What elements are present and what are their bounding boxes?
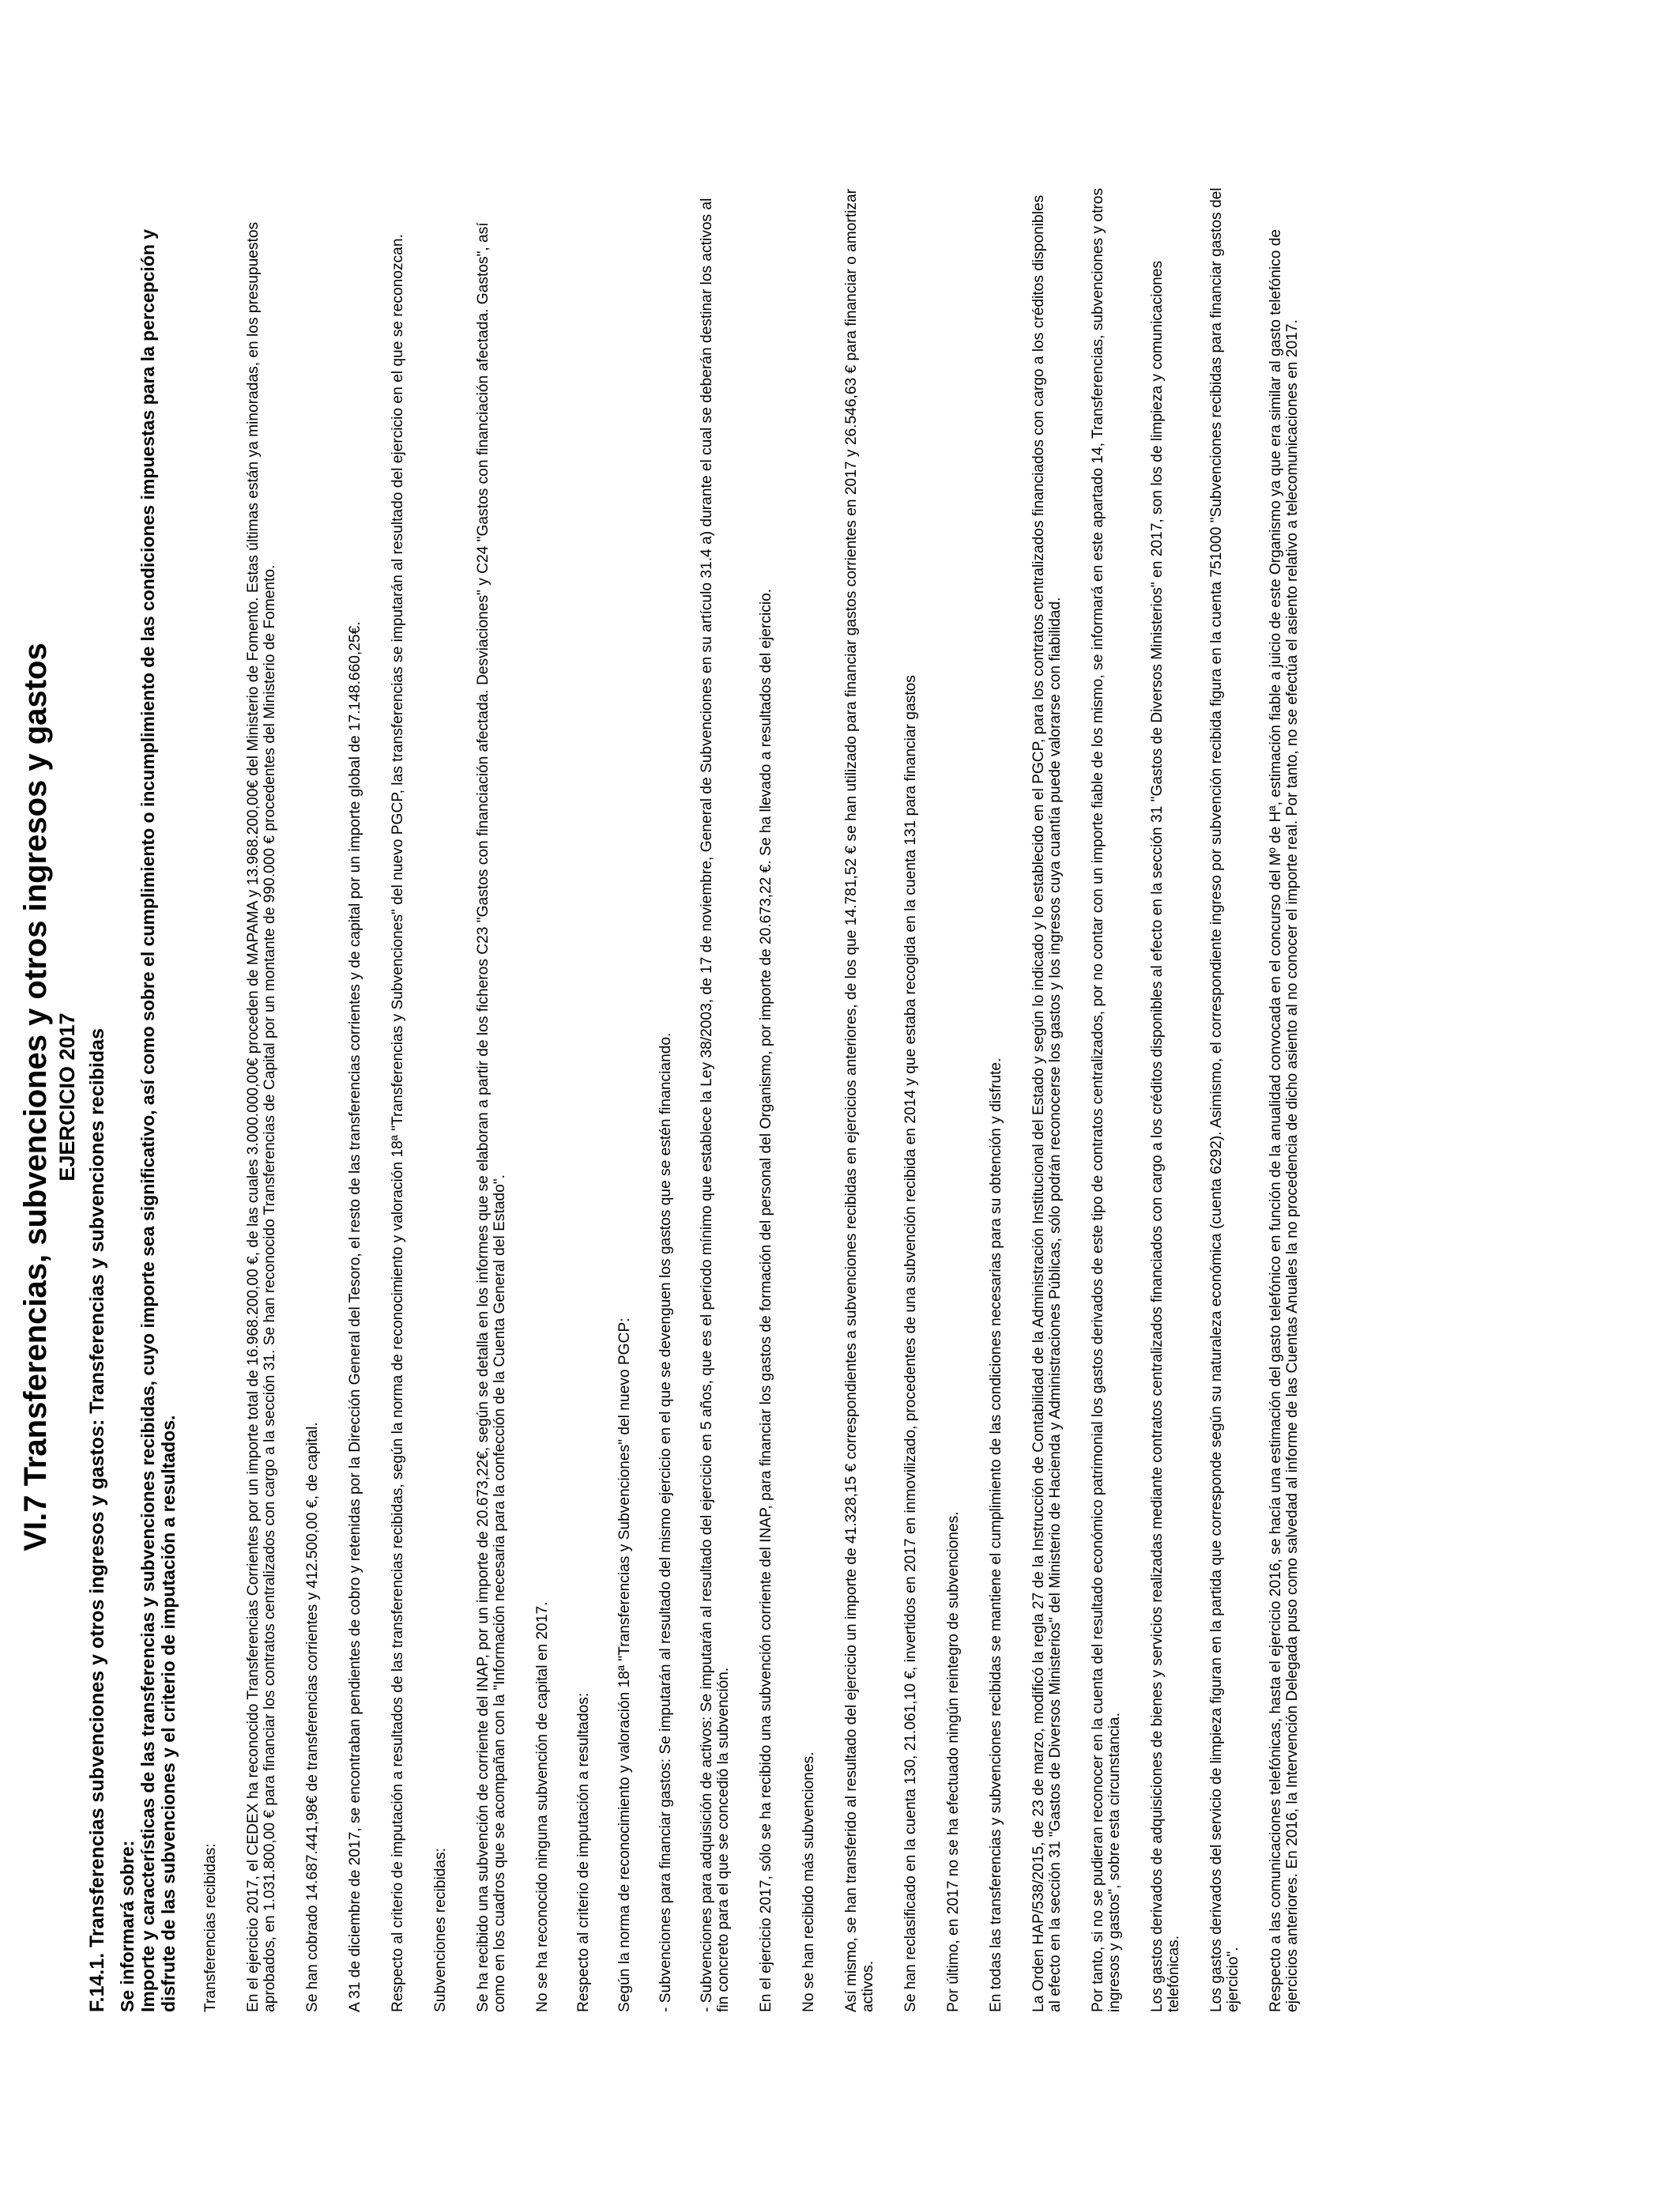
- paragraph-no-mas-subvenciones: No se han recibido más subvenciones.: [800, 1751, 817, 2012]
- paragraph-gastos-centralizados: Los gastos derivados de adquisiciones de bienes y servicios realizadas mediante contratos centralizados financiados con cargo a los créditos disponibles al efecto en la sección 31 "Gastos de Diversos Ministerios" en 2017, son los de limpieza y comunicaciones telefónicas.: [1149, 260, 1182, 2012]
- paragraph-no-capital: No se ha reconocido ninguna subvención de capital en 2017.: [534, 1601, 551, 2012]
- paragraph-subvenciones-gastos: - Subvenciones para financiar gastos: Se imputarán al resultado del mismo ejercicio en el que se devenguen los gastos que se estén financiando.: [657, 1032, 674, 2012]
- paragraph-subvencion-inap: Se ha recibido una subvención de corriente del INAP, por un importe de 20.673,22€, según se detalla en los informes que se elaboran a partir de los ficheros C23 "Gastos con financiación afectada. Desviaciones" y C24 "Gastos con financiación afectada. Gastos", así como en los cuadros que se acompañan con la "Información necesaria para la confección de la Cuenta General del Estado".: [475, 222, 508, 2012]
- paragraph-subvenciones-activos: - Subvenciones para adquisición de activos: Se imputarán al resultado del ejercicio en 5 años, que es el periodo mínimo que establece la Ley 38/2003, de 17 de noviembre, General de Subvenciones en su artículo 31.4 a) durante el cual se deberán destinar los activos al fin concreto para el que se concedió la subvención.: [699, 198, 732, 2012]
- paragraph-norma-18: Según la norma de reconocimiento y valoración 18ª "Transferencias y Subvenciones" del nuevo PGCP:: [616, 1318, 633, 2012]
- paragraph-ejercicio-2017-inap: En el ejercicio 2017, sólo se ha recibido una subvención corriente del INAP, para financiar los gastos de formación del personal del Organismo, por importe de 20.673,22 €. Se ha llevado a resultados del ejercicio.: [758, 588, 774, 2012]
- paragraph-por-tanto: Por tanto, si no se pudieran reconocer en la cuenta del resultado económico patrimonial los gastos derivados de este tipo de contratos centralizados, por no contar con un importe fiable de los mismo, se informará en este apartado 14, Transferencias, subvenciones y otros ingresos y gastos", sobre esta circunstancia.: [1090, 187, 1123, 2012]
- paragraph-transferido-resultado: Así mismo, se han transferido al resultado del ejercicio un importe de 41.328,15 € correspondientes a subvenciones recibidas en ejercicios anteriores, de los que 14.781,52 € se han utilizado para financiar gastos corrientes en 2017 y 26.546,63 € para financiar o amortizar activos.: [843, 188, 876, 2012]
- inform-text: Importe y características de las transferencias y subvenciones recibidas, cuyo importe sea significativo, así como sobre el cumplimiento o incumplimiento de las condiciones impuestas para la percepción y disfrute de las subvenciones y el criterio de imputación a resultados.: [137, 228, 179, 2012]
- paragraph-orden-hap: La Orden HAP/538/2015, de 23 de marzo, modificó la regla 27 de la Instrucción de Contabilidad de la Administración Institucional del Estado y según lo indicado y lo establecido en el PGCP, para los contratos centralizados financiados con cargo a los créditos disponibles al efecto en la sección 31 "Gastos de Diversos Ministerios" del Ministerio de Hacienda y Administraciones Públicas, sólo podrán reconocerse los gastos y los ingresos cuya cuantía puede valorarse con fiabilidad.: [1030, 194, 1064, 2012]
- paragraph-reclasificado: Se han reclasificado en la cuenta 130, 21.061,10 €, invertidos en 2017 en inmovilizado, procedentes de una subvención recibida en 2014 y que estaba recogida en la cuenta 131 para financiar gastos: [902, 675, 919, 2012]
- paragraph-cobrado: Se han cobrado 14.687.441,98€ de transferencias corrientes y 412.500,00 €, de capital.: [304, 1422, 321, 2012]
- paragraph-cumplimiento: En todas las transferencias y subvenciones recibidas se mantiene el cumplimiento de las condiciones necesarias para su obtención y disfrute.: [988, 1057, 1004, 2012]
- paragraph-transferencias-heading: Transferencias recibidas:: [202, 1843, 219, 2012]
- paragraph-pendientes-cobro: A 31 de diciembre de 2017, se encontraban pendientes de cobro y retenidas por la Dirección General del Tesoro, el resto de las transferencias corrientes y de capital por un importe global de 17.148.660,25€.: [347, 621, 363, 2012]
- paragraph-sin-reintegro: Por último, en 2017 no se ha efectuado ningún reintegro de subvenciones.: [945, 1511, 962, 2012]
- section-heading: F.14.1. Transferencias subvenciones y otros ingresos y gastos: Transferencias y subvenciones recibidas: [86, 1028, 108, 2012]
- inform-label: Se informará sobre:: [117, 1840, 137, 2012]
- paragraph-subvenciones-heading: Subvenciones recibidas:: [432, 1848, 449, 2012]
- paragraph-limpieza: Los gastos derivados del servicio de limpieza figuran en la partida que corresponde según su naturaleza económica (cuenta 6292). Asimismo, el correspondiente ingreso por subvención recibida figura en la cuenta 751000 "Subvenciones recibidas para financiar gastos del ejercicio".: [1208, 187, 1241, 2012]
- paragraph-criterio-heading: Respecto al criterio de imputación a resultados:: [575, 1692, 592, 2012]
- paragraph-criterio-transferencias: Respecto al criterio de imputación a resultados de las transferencias recibidas, según la norma de reconocimiento y valoración 18ª "Transferencias y Subvenciones" del nuevo PGCP, las transferencias se imputarán al resultado del ejercicio en el que se reconozcan.: [390, 234, 406, 2012]
- paragraph-transferencias-reconocidas: En el ejercicio 2017, el CEDEX ha reconocido Transferencias Corrientes por un importe total de 16.968.200,00 €, de las cuales 3.000.000,00€ proceden de MAPAMA y 13.968.200,00€ del Ministerio de Fomento. Estas últimas están ya minoradas, en los presupuestos aprobados, en 1.031.800,00 € para financiar los contratos centralizados con cargo a la sección 31. Se han reconocido Transferencias de Capital por un montante de 990.000 € procedentes del Ministerio de Fomento.: [245, 221, 278, 2012]
- paragraph-comunicaciones: Respecto a las comunicaciones telefónicas, hasta el ejercicio 2016, se hacía una estimación del gasto telefónico en función de la anualidad convocada en el concurso del Mº de Hª, estimación fiable a juicio de este Organismo ya que era similar al gasto telefónico de ejercicios anteriores. En 2016, la Intervención Delegada puso como salvedad al informe de las Cuentas Anuales la no procedencia de dicho asiento al no conocer el importe real. Por tanto, no se efectúa el asiento relativo a telecomunicaciones en 2017.: [1268, 228, 1301, 2012]
- document-subtitle: EJERCICIO 2017: [55, 1012, 79, 1182]
- document-title: VI.7 Transferencias, subvenciones y otros ingresos y gastos: [18, 643, 53, 1551]
